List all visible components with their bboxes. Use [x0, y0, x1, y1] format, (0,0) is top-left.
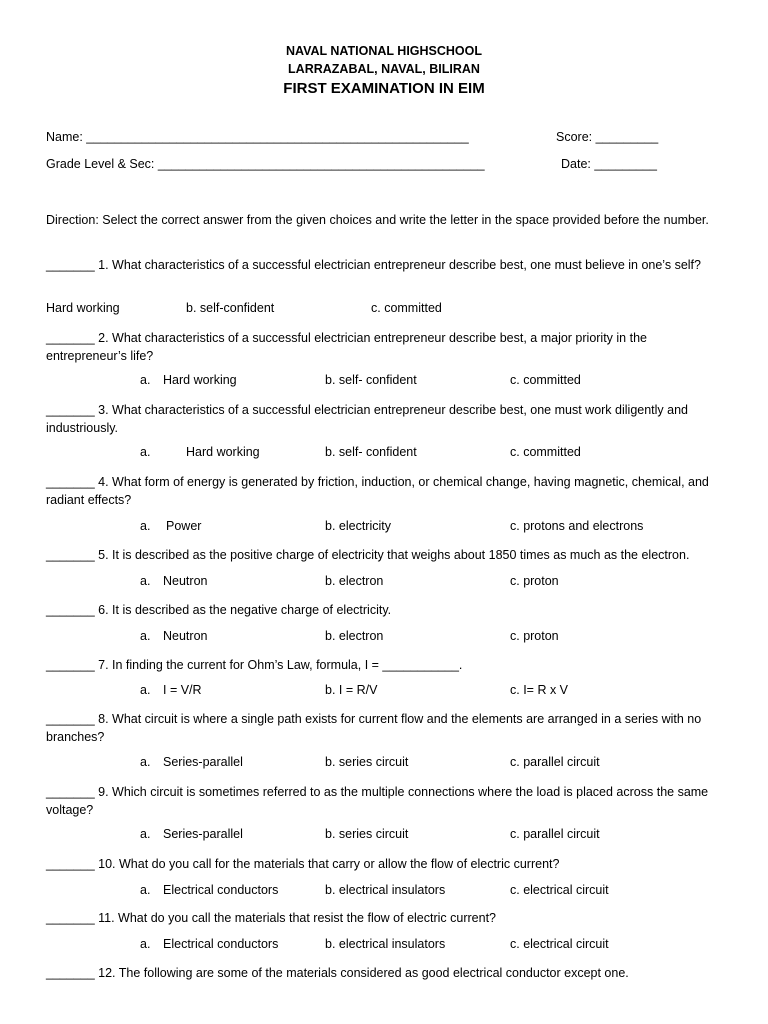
choice-text: I = V/R — [163, 683, 202, 697]
choice-letter: a. — [140, 519, 151, 533]
score-field: Score: _________ — [556, 130, 659, 144]
question-1: _______ 1. What characteristics of a successful electrician entrepreneur describe best, one must believe in one’s self? — [46, 258, 701, 272]
choice-text: Electrical conductors — [163, 937, 279, 951]
choice-letter: a. — [140, 755, 151, 769]
choice-text: Power — [166, 519, 202, 533]
choice-text: Hard working — [163, 373, 237, 387]
choice-text: Neutron — [163, 629, 208, 643]
choice-text: b. series circuit — [325, 755, 409, 769]
choices-1 — [0, 301, 768, 319]
question-4: _______ 4. What form of energy is generated by friction, induction, or chemical change, having magnetic, chemical, and radiant effects? — [46, 475, 709, 507]
choice-text: c. proton — [510, 574, 559, 588]
choice-letter: a. — [140, 445, 151, 459]
question-6: _______ 6. It is described as the negative charge of electricity. — [46, 603, 392, 617]
exam-title: FIRST EXAMINATION IN EIM — [283, 80, 485, 97]
question-8: _______ 8. What circuit is where a single path exists for current flow and the elements are arranged in a series with no branches? — [46, 712, 702, 744]
choices-11 — [0, 937, 768, 955]
choice-text: Neutron — [163, 574, 208, 588]
choices-3 — [0, 445, 768, 463]
choice-text: c. committed — [510, 445, 581, 459]
choice-text: c. electrical circuit — [510, 937, 609, 951]
choice-text: c. parallel circuit — [510, 827, 600, 841]
school-address: LARRAZABAL, NAVAL, BILIRAN — [288, 62, 480, 76]
choice-letter: a. — [140, 883, 151, 897]
choices-9 — [0, 827, 768, 845]
choices-2 — [0, 373, 768, 391]
grade-level-field: Grade Level & Sec: _______________________________________________ — [46, 157, 485, 171]
question-5: _______ 5. It is described as the positive charge of electricity that weighs about 1850 times as much as the electron. — [46, 548, 690, 562]
choices-7 — [0, 683, 768, 701]
choice-text: c. proton — [510, 629, 559, 643]
choice-letter: a. — [140, 937, 151, 951]
choice-letter: a. — [140, 574, 151, 588]
question-12: _______ 12. The following are some of the materials considered as good electrical conductor except one. — [46, 966, 629, 980]
choices-6 — [0, 629, 768, 647]
choice-letter: a. — [140, 373, 151, 387]
choice-letter: a. — [140, 683, 151, 697]
choice-text: b. self-confident — [186, 301, 275, 315]
choices-4 — [0, 519, 768, 537]
choice-text: b. electricity — [325, 519, 391, 533]
date-field: Date: _________ — [561, 157, 657, 171]
choice-text: Hard working — [186, 445, 260, 459]
choices-5 — [0, 574, 768, 592]
choice-text: Series-parallel — [163, 755, 243, 769]
choices-10 — [0, 883, 768, 901]
choice-text: c. I= R x V — [510, 683, 569, 697]
question-9: _______ 9. Which circuit is sometimes referred to as the multiple connections where the load is placed across the same voltage? — [46, 785, 709, 817]
school-name: NAVAL NATIONAL HIGHSCHOOL — [285, 44, 483, 58]
choice-letter: a. — [140, 827, 151, 841]
choice-text: b. electrical insulators — [325, 937, 446, 951]
choice-text: Series-parallel — [163, 827, 243, 841]
choices-8 — [0, 755, 768, 773]
choice-text: b. electrical insulators — [325, 883, 446, 897]
choice-text: c. parallel circuit — [510, 755, 600, 769]
choice-letter: a. — [140, 629, 151, 643]
choice-text: Electrical conductors — [163, 883, 279, 897]
choice-text: c. protons and electrons — [510, 519, 644, 533]
question-7: _______ 7. In finding the current for Ohm’s Law, formula, I = ___________. — [46, 658, 463, 672]
choice-text: b. electron — [325, 629, 384, 643]
choice-text: b. self- confident — [325, 445, 417, 459]
question-3: _______ 3. What characteristics of a successful electrician entrepreneur describe best, one must work diligently and industriously. — [46, 403, 688, 435]
choice-text: c. electrical circuit — [510, 883, 609, 897]
question-11: _______ 11. What do you call the materials that resist the flow of electric current? — [46, 911, 496, 925]
choice-text: b. series circuit — [325, 827, 409, 841]
direction-text: Direction: Select the correct answer from the given choices and write the letter in the space provided before the number. — [46, 213, 709, 227]
name-field: Name: _______________________________________________________ — [46, 130, 469, 144]
question-2: _______ 2. What characteristics of a successful electrician entrepreneur describe best, a major priority in the entrepreneur’s life? — [46, 331, 647, 363]
choice-text: c. committed — [510, 373, 581, 387]
choice-text: b. electron — [325, 574, 384, 588]
choice-text: b. self- confident — [325, 373, 417, 387]
choice-text: Hard working — [46, 301, 120, 315]
choice-text: b. I = R/V — [325, 683, 378, 697]
choice-text: c. committed — [371, 301, 442, 315]
question-10: _______ 10. What do you call for the materials that carry or allow the flow of electric current? — [46, 857, 560, 871]
